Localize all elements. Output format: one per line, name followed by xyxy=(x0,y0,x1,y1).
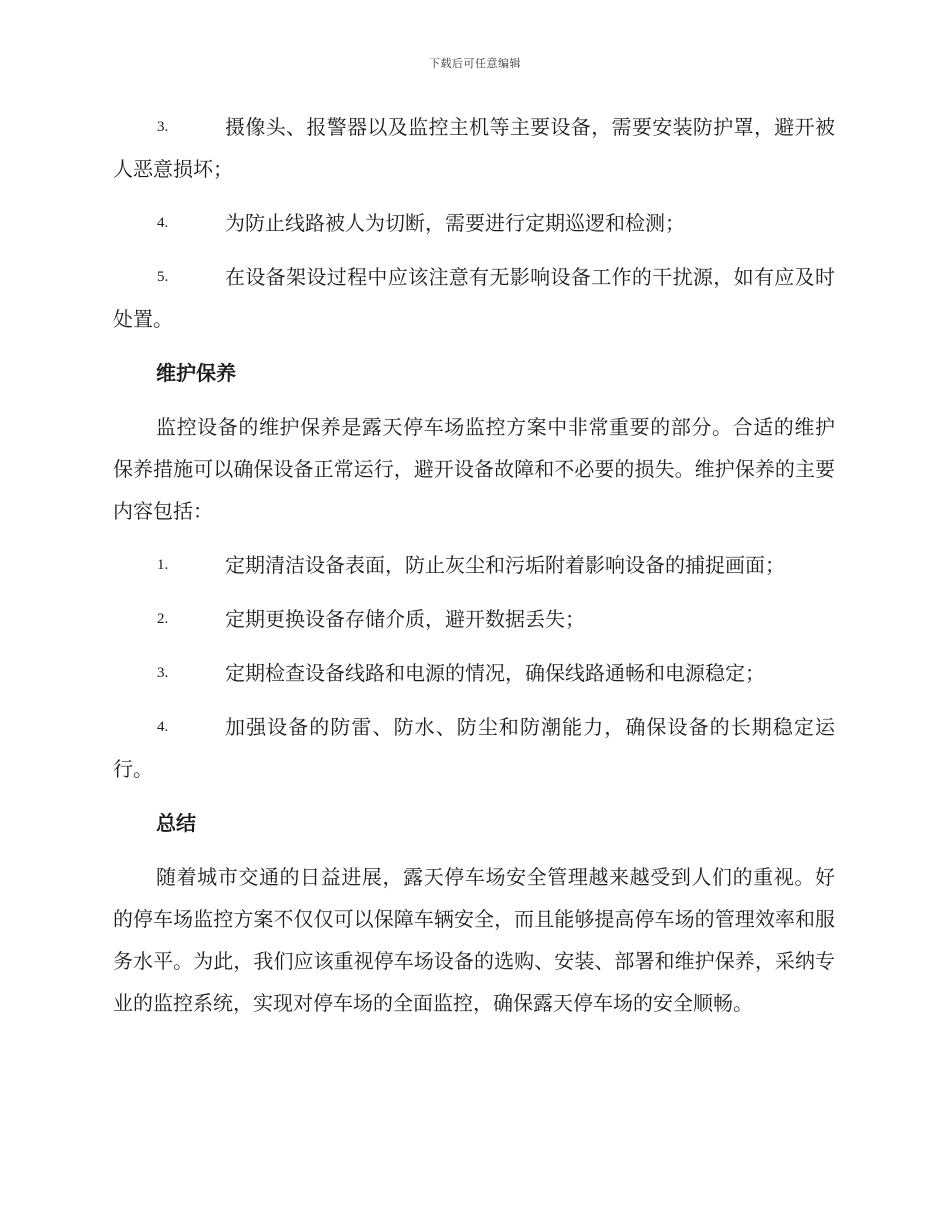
list-item-number: 2. xyxy=(157,611,169,627)
list-item-number: 3. xyxy=(157,665,169,681)
list-item-text: 在设备架设过程中应该注意有无影响设备工作的干扰源，如有应及时处置。 xyxy=(113,265,835,331)
list-item xyxy=(113,106,835,190)
list-item-number: 1. xyxy=(157,557,169,573)
summary-paragraph: 随着城市交通的日益进展，露天停车场安全管理越来越受到人们的重视。好的停车场监控方案不仅仅可以保障车辆安全，而且能够提高停车场的管理效率和服务水平。为此，我们应该重视停车场设备的选购、安装、部署和维护保养，采纳专业的监控系统，实现对停车场的全面监控，确保露天停车场的安全顺畅。 xyxy=(113,865,835,1015)
section-heading-maintenance: 维护保养 xyxy=(156,361,236,385)
list-item xyxy=(113,706,835,790)
list-item-text: 定期检查设备线路和电源的情况，确保线路通畅和电源稳定； xyxy=(225,661,765,685)
page-header: 下载后可任意编辑 xyxy=(429,57,521,70)
list-item-number: 4. xyxy=(157,719,169,735)
list-item-text: 加强设备的防雷、防水、防尘和防潮能力，确保设备的长期稳定运行。 xyxy=(113,715,835,781)
list-item xyxy=(113,202,835,244)
list-item-text: 定期清洁设备表面，防止灰尘和污垢附着影响设备的捕捉画面； xyxy=(225,553,785,577)
list-item xyxy=(113,256,835,340)
section-heading-summary: 总结 xyxy=(156,811,196,835)
list-item xyxy=(113,652,835,694)
list-item xyxy=(113,598,835,640)
list-item-text: 为防止线路被人为切断，需要进行定期巡逻和检测； xyxy=(225,211,685,235)
list-item-text: 定期更换设备存储介质，避开数据丢失； xyxy=(225,607,585,631)
document-body xyxy=(113,106,835,1036)
list-item-number: 3. xyxy=(157,119,169,135)
list-item xyxy=(113,544,835,586)
list-item-number: 5. xyxy=(157,269,169,285)
list-item-text: 摄像头、报警器以及监控主机等主要设备，需要安装防护罩，避开被人恶意损坏； xyxy=(113,115,835,181)
maintenance-intro-paragraph: 监控设备的维护保养是露天停车场监控方案中非常重要的部分。合适的维护保养措施可以确保设备正常运行，避开设备故障和不必要的损失。维护保养的主要内容包括： xyxy=(113,415,835,523)
list-item-number: 4. xyxy=(157,215,169,231)
